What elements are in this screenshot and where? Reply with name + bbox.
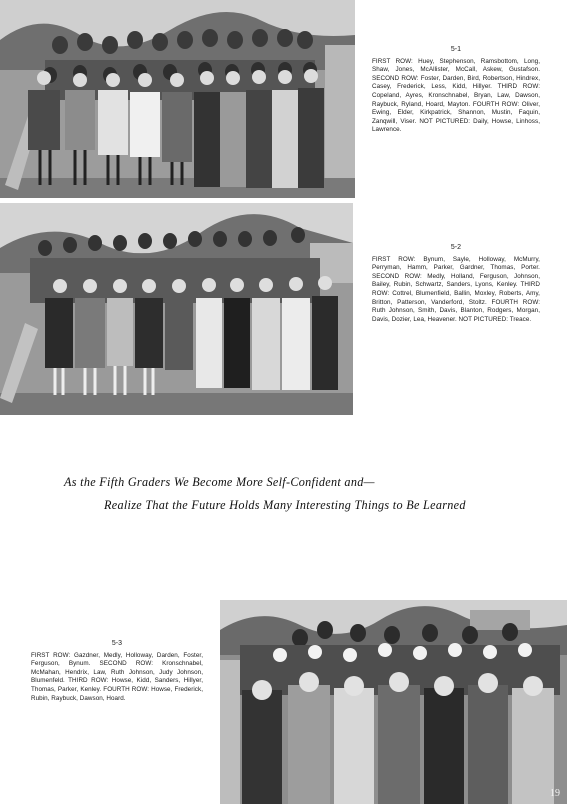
class-photo-5-1-image bbox=[0, 0, 355, 198]
caption-text: FIRST ROW: Huey, Stephenson, Ramsbottom, Long, Shaw, Jones, McAllister, McCall, Askew, Gustafson. SECOND ROW: Foster, Darden, Bird, Robertson, Hindrex, Casey, Frederick, Less, Kidd, Hillyer. THIRD ROW: Copeland, Ayres, Kronschnabel, Bryan, Law, Dawson, Raybuck, Ryland, Hoard, Mayton. FOURTH ROW: Oliver, Ewing, Elder, Kirkpatrick, Shannon, Mustin, Faquin, Zanqwill, Viser. NOT PICTURED: Daily, Howse, Linhoss, Lawrence. bbox=[372, 57, 540, 134]
headline-line-2: Realize That the Future Holds Many Interesting Things to Be Learned bbox=[104, 498, 466, 512]
caption-5-1 bbox=[372, 46, 540, 135]
class-photo-5-2 bbox=[0, 203, 353, 415]
class-photo-5-1 bbox=[0, 0, 355, 198]
class-photo-5-3 bbox=[220, 600, 567, 804]
headline-line-1: As the Fifth Graders We Become More Self-Confident and— bbox=[64, 475, 375, 489]
caption-text: FIRST ROW: Bynum, Sayle, Holloway, McMurry, Perryman, Hamm, Parker, Gardner, Thomas, Porter. SECOND ROW: Medly, Holland, Ferguson, Johnson, Bailey, Rubin, Schwartz, Sanders, Lyons, Kenley. THIRD ROW: Cottrel, Blumenfield, Ballin, Moxley, Roberts, Amy, Britton, Patterson, Vanderford, Stoltz. FOURTH ROW: Ruth Johnson, Smith, Davis, Blanton, Rodgers, Morgan, Davis, Dozier, Lea, Heavener. NOT PICTURED: Treace. bbox=[372, 255, 540, 323]
caption-id: 5-3 bbox=[111, 640, 123, 647]
class-photo-5-2-image bbox=[0, 203, 353, 415]
caption-5-2 bbox=[372, 244, 540, 324]
class-photo-5-3-image bbox=[220, 600, 567, 804]
caption-id: 5-2 bbox=[450, 244, 462, 251]
caption-5-3 bbox=[31, 640, 203, 703]
page-number: 19 bbox=[550, 788, 560, 799]
caption-text: FIRST ROW: Gazdner, Medly, Holloway, Darden, Foster, Ferguson, Bynum. SECOND ROW: Kronschnabel, McMahan, Hendrix, Law, Ruth Johnson, Judy Johnson, Blumenfeld. THIRD ROW: Howse, Kidd, Sanders, Hillyer, Thomas, Parker, Kenley. FOURTH ROW: Howse, Frederick, Rubin, Raybuck, Dawson, Hoard. bbox=[31, 651, 203, 702]
caption-id: 5-1 bbox=[450, 46, 462, 53]
